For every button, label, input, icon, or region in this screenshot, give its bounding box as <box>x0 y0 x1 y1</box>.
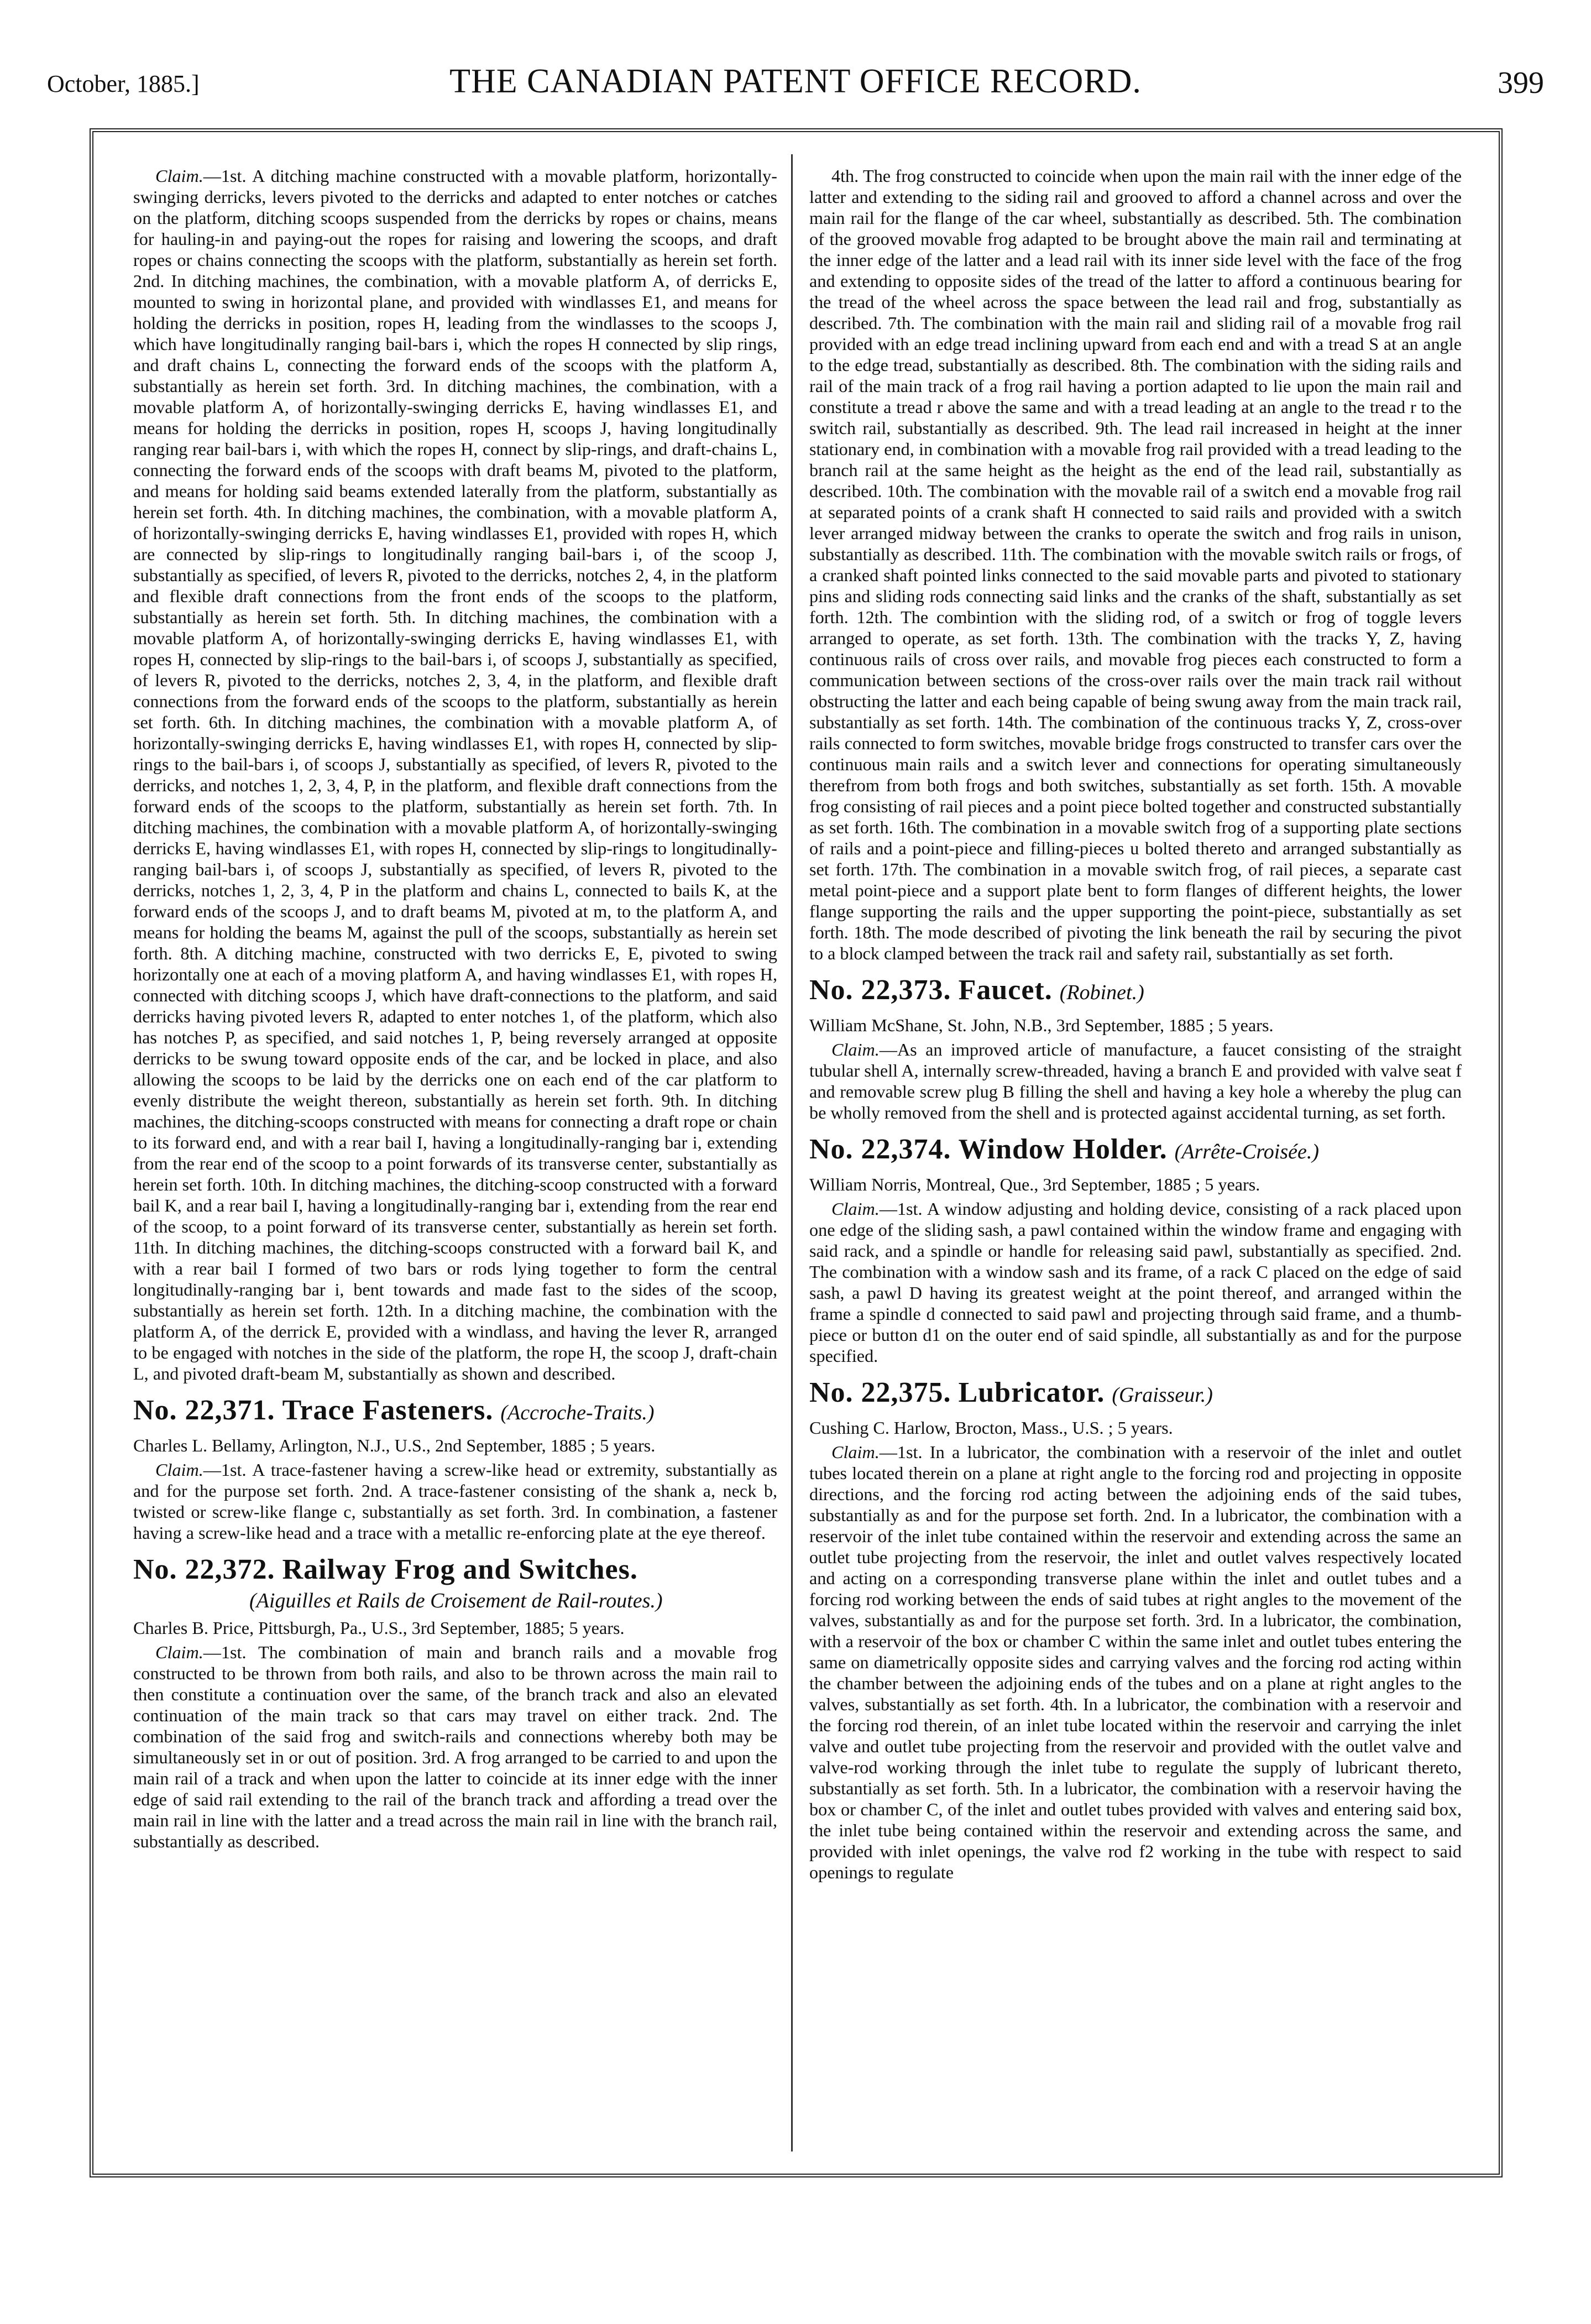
patent-entry-22374 <box>809 1133 1462 1366</box>
continued-claim: 4th. The frog constructed to coincide when upon the main rail with the inner edge of the latter and extending to the siding rail and grooved to afford a channel across and over the main rail for the flange of the car wheel, substantially as described. 5th. The combination of the grooved movable frog adapted to be brought above the main rail and terminating at the inner edge of the latter and a lead rail with its inner side level with the face of the frog and extending to opposite sides of the tread of the latter to afford a continuous bearing for the tread of the wheel across the space between the lead rail and frog, substantially as described. 7th. The combination with the main rail and sliding rail of a movable frog rail provided with an edge tread inclining upward from each end and with a tread S at an angle to the edge tread, substantially as described. 8th. The combination with the siding rails and rail of the main track of a frog rail having a portion adapted to lie upon the main rail and constitute a tread r above the same and with a tread leading at an angle to the tread r to the switch rail, substantially as described. 9th. The lead rail increased in height at the inner stationary end, in combination with a movable frog rail provided with a tread leading to the branch rail at the same height as the height as the end of the lead rail, substantially as described. 10th. The combination with the movable rail of a switch end a movable frog rail at separated points of a crank shaft H connected to said rails and provided with a switch lever arranged midway between the cranks to operate the switch and frog rails in unison, substantially as described. 11th. The combination with the movable switch rails or frogs, of a cranked shaft pointed links connected to the said movable parts and pivoted to stationary pins and sliding rods connecting said links and the cranks of the shaft, substantially as set forth. 12th. The combintion with the sliding rod, of a switch or frog of toggle levers arranged to operate, as set forth. 13th. The combination with the tracks Y, Z, having continuous rails of cross over rails, and movable frog pieces each constructed to form a communication between sections of the cross-over rails over the main track rail without obstructing the latter and each being capable of being swung away from the main track rail, substantially as set forth. 14th. The combination of the continuous tracks Y, Z, cross-over rails connected to form switches, movable bridge frogs constructed to transfer cars over the continuous main rails and a switch lever and connections for operating simultaneously therefrom from both frogs and both switches, substantially as set forth. 15th. A movable frog consisting of rail pieces and a point piece bolted together and constructed substantially as set forth. 16th. The combination in a movable switch frog of a supporting plate sections of rails and a point-piece and filling-pieces u bolted thereto and arranged substantially as set forth. 17th. The combination in a movable switch frog, of rail pieces, a separate cast metal point-piece and a support plate bent to form flanges of different heights, the lower flange supporting the rails and the upper supporting the point-piece, substantially as set forth. 18th. The mode described of pivoting the link beneath the rail by securing the pivot to a block clamped between the track rail and safety rail, substantially as set forth. <box>809 166 1462 963</box>
french-title: (Graisseur.) <box>1112 1383 1213 1407</box>
patent-title: Lubricator. <box>958 1377 1105 1408</box>
claim-label: Claim. <box>155 166 203 186</box>
claim-paragraph <box>133 1642 777 1852</box>
patentee-line: William McShane, St. John, N.B., 3rd September, 1885 ; 5 years. <box>809 1015 1274 1035</box>
patent-title: Trace Fasteners. <box>282 1395 494 1426</box>
patentee-line: Charles B. Price, Pittsburgh, Pa., U.S., 3rd September, 1885; 5 years. <box>133 1618 625 1638</box>
claim-body: —1st. A ditching machine constructed with a movable platform, horizontally-swinging derricks, levers pivoted to the derricks and adapted to enter notches or catches on the platform, ditching scoops suspended from the derricks by ropes or chains, means for hauling-in and paying-out the ropes for raising and lowering the scoops, and draft ropes or chains connecting the scoops with the platform, substantially as herein set forth. 2nd. In ditching machines, the combination, with a movable platform A, of derricks E, mounted to swing in horizontal plane, and provided with windlasses E1, and means for holding the derricks in position, ropes H, leading from the windlasses to the scoops J, which have longitudinally ranging bail-bars i, which the ropes H connected by slip rings, and draft chains L, connecting the forward ends of the scoops with the platform A, substantially as herein set forth. 3rd. In ditching machines, the combination, with a movable platform A, of horizontally-swinging derricks E, having windlasses E1, and means for holding the derricks in position, ropes H, scoops J, having longitudinally ranging rear bail-bars i, with which the ropes H, connect by slip-rings, and draft-chains L, connecting the forward ends of the scoops with draft beams M, pivoted to the platform, and means for holding said beams extended laterally from the platform, substantially as herein set forth. 4th. In ditching machines, the combination, with a movable platform A, of horizontally-swinging derricks E, having windlasses E1, provided with ropes H, which are connected by slip-rings to longitudinally ranging bail-bars i, of the scoop J, substantially as specified, of levers R, pivoted to the derricks, notches 2, 4, in the platform and flexible draft connections from the front ends of the scoops to the platform, substantially as herein set forth. 5th. In ditching machines, the combination with a movable platform A, of horizontally-swinging derricks E, having windlasses E1, with ropes H, connected by slip-rings to the bail-bars i, of scoops J, substantially as specified, of levers R, pivoted to the derricks, notches 2, 3, 4, in the platform, and flexible draft connections from the forward ends of the scoops to the platform, substantially as herein set forth. 6th. In ditching machines, the combination with a movable platform A, of horizontally-swinging derricks E, having windlasses E1, with ropes H, connected by slip-rings to the bail-bars i, of scoops J, substantially as specified, of levers R, pivoted to the derricks, and notches 1, 2, 3, 4, P, in the platform, and flexible draft connections from the forward ends of the scoops to the platform, substantially as herein set forth. 7th. In ditching machines, the combination with a movable platform A, of horizontally-swinging derricks E, having windlasses E1, with ropes H, connected by slip-rings to longitudinally-ranging bail-bars i, of scoops J, substantially as specified, of levers R, pivoted to the derricks, notches 1, 2, 3, 4, P in the platform and chains L, connected to bails K, at the forward ends of the scoops J, and to draft beams M, pivoted at m, to the platform A, and means for holding the beams M, against the pull of the scoops, substantially as herein set forth. 8th. A ditching machine, constructed with two derricks E, E, pivoted to swing horizontally one at each of a moving platform A, and having windlasses E1, with ropes H, connected with ditching scoops J, which have draft-connections to the platform, and said derricks having pivoted levers R, adapted to enter notches 1, of the platform, which also has notches P, as specified, and said notches 1, P, being reversely arranged at opposite derricks to be swung toward opposite ends of the car, and be locked in place, and also allowing the scoops to be laid by the derricks one on each end of the car platform to evenly distribute the weight thereon, substantially as herein set forth. 9th. In ditching machines, the ditching-scoops constructed with means for connecting a draft rope or chain to its forward end, and with a rear bail I, having a longitudinally-ranging bar i, extending from the rear end of the scoop to a point forwards of its transverse center, substantially as herein set forth. 10th. In ditching machines, the ditching-scoop constructed with a forward bail K, and a rear bail I, having a longitudinally-ranging bar i, extending from the rear end of the scoop, to a point forward of its transverse center, substantially as herein set forth. 11th. In ditching machines, the ditching-scoops constructed with a forward bail K, and with a rear bail I formed of two bars or rods lying together to form the central longitudinally-ranging bar i, bent towards and made fast to the sides of the scoop, substantially as herein set forth. 12th. In a ditching machine, the combination with the platform A, of the derrick E, provided with a windlass, and having the lever R, arranged to be engaged with notches in the side of the platform, the rope H, the scoop J, draft-chain L, and pivoted draft-beam M, substantially as shown and described. <box>133 166 777 1383</box>
patent-title: Railway Frog and Switches. <box>282 1554 638 1585</box>
entry-heading <box>809 1133 1462 1168</box>
claim-body: —1st. The combination of main and branch rails and a movable frog constructed to be thrown from both rails, and also to be thrown across the main rail to then constitute a continuation over the same, of the branch track and also an elevated continuation of the main track so that cars may travel on either track. 2nd. The combination of the said frog and switch-rails and connections whereby both may be simultaneously set in or out of position. 3rd. A frog arranged to be carried to and upon the main rail of a track and when upon the latter to coincide at its inner edge with the inner edge of said rail extending to the rail of the branch track and affording a tread over the main rail in line with the latter and a tread across the main rail in line with the branch rail, substantially as described. <box>133 1642 777 1851</box>
patentee-line: William Norris, Montreal, Que., 3rd September, 1885 ; 5 years. <box>809 1174 1260 1194</box>
claim-paragraph <box>133 1459 777 1543</box>
claim-label: Claim. <box>831 1442 880 1462</box>
claim-body: —1st. A trace-fastener having a screw-like head or extremity, substantially as and for the purpose set forth. 2nd. A trace-fastener consisting of the shank a, neck b, twisted or screw-like flange c, substantially as set forth. 3rd. In combination, a fastener having a screw-like head and a trace with a metallic re-enforcing plate at the eye thereof. <box>133 1460 777 1543</box>
claim-paragraph <box>809 1039 1462 1123</box>
entry-heading <box>133 1394 777 1429</box>
patent-number: No. 22,371. <box>133 1395 275 1426</box>
patent-entry-22373 <box>809 974 1462 1123</box>
patent-number: No. 22,374. <box>809 1134 951 1165</box>
claim-label: Claim. <box>831 1199 880 1219</box>
french-title: (Robinet.) <box>1059 981 1144 1004</box>
right-column <box>809 165 1462 2147</box>
entry-heading <box>809 974 1462 1009</box>
publication-title: THE CANADIAN PATENT OFFICE RECORD. <box>449 62 1142 100</box>
patentee-line: Charles L. Bellamy, Arlington, N.J., U.S., 2nd September, 1885 ; 5 years. <box>133 1435 656 1455</box>
column-divider <box>791 154 793 2151</box>
claim-paragraph <box>809 1442 1462 1883</box>
claim-body: —1st. A window adjusting and holding device, consisting of a rack placed upon one edge of the sliding sash, a pawl contained within the window frame and engaging with said rack, and a spindle or handle for releasing said pawl, substantially as specified. 2nd. The combination with a window sash and its frame, of a rack C placed on the edge of said sash, a pawl D having its greatest weight at the point thereof, and arranged within the frame a spindle d connected to said pawl and projecting through said frame, and a thumb-piece or button d1 on the outer end of said spindle, all substantially as and for the purpose specified. <box>809 1199 1462 1366</box>
patent-entry-22371 <box>133 1394 777 1543</box>
claim-label: Claim. <box>155 1642 203 1662</box>
patent-number: No. 22,373. <box>809 974 951 1006</box>
patent-entry-22372 <box>133 1553 777 1852</box>
claim-body: —1st. In a lubricator, the combination with a reservoir of the inlet and outlet tubes located therein on a plane at right angle to the forcing rod and projecting in opposite directions, and the forcing rod acting between the adjoining ends of the said tubes, substantially as and for the purpose set forth. 2nd. In a lubricator, the combination with a reservoir of the inlet tube contained within the reservoir and extending across the same an outlet tube projecting from the reservoir, the inlet and outlet valves respectively located and acting on a corresponding transverse plane within the inlet and outlet tubes and a forcing rod working between the ends of said tubes at right angles to the movement of the valves, substantially as and for the purpose set forth. 3rd. In a lubricator, the combination, with a reservoir of the box or chamber C within the same inlet and outlet tubes entering the same on diametrically opposite sides and carrying valves and the forcing rod acting within the chamber between the adjoining ends of the tubes and on a plane at right angles to the valves, substantially as set forth. 4th. In a lubricator, the combination with a reservoir and the forcing rod therein, of an inlet tube located within the reservoir and carrying the inlet valve and outlet tube projecting from the reservoir and provided with the outlet valve and valve-rod working through the inlet tube to regulate the supply of lubricant thereto, substantially as set forth. 5th. In a lubricator, the combination with a reservoir having the box or chamber C, of the inlet and outlet tubes provided with valves and entering said box, the inlet tube being contained within the reservoir and extending across the same, and provided with inlet openings, the valve rod f2 working in the tube with respect to said openings to regulate <box>809 1442 1462 1882</box>
running-head <box>47 62 1544 106</box>
content-frame <box>90 128 1503 2177</box>
claim-label: Claim. <box>831 1040 880 1059</box>
patent-number: No. 22,375. <box>809 1377 951 1408</box>
french-title: (Arrête-Croisée.) <box>1174 1140 1320 1163</box>
claim-paragraph <box>809 1198 1462 1366</box>
patent-number: No. 22,372. <box>133 1554 275 1585</box>
french-title: (Accroche-Traits.) <box>500 1401 655 1424</box>
patentee-line: Cushing C. Harlow, Brocton, Mass., U.S. ; 5 years. <box>809 1418 1173 1438</box>
entry-heading <box>809 1376 1462 1412</box>
left-column <box>133 165 777 2147</box>
french-title: (Aiguilles et Rails de Croisement de Rail-routes.) <box>249 1589 663 1612</box>
patent-title: Faucet. <box>958 974 1053 1006</box>
patent-title: Window Holder. <box>958 1134 1168 1165</box>
patent-entry-22375 <box>809 1376 1462 1883</box>
page-number: 399 <box>1498 66 1544 100</box>
continued-claim <box>133 165 777 1384</box>
claim-body: —As an improved article of manufacture, a faucet consisting of the straight tubular shell A, internally screw-threaded, having a branch E and provided with valve seat f and removable screw plug B filling the shell and having a key hole a whereby the plug can be wholly removed from the shell and is protected against accidental turning, as set forth. <box>809 1040 1462 1122</box>
claim-label: Claim. <box>155 1460 203 1480</box>
issue-date: October, 1885.] <box>47 70 200 97</box>
entry-heading <box>133 1553 777 1586</box>
